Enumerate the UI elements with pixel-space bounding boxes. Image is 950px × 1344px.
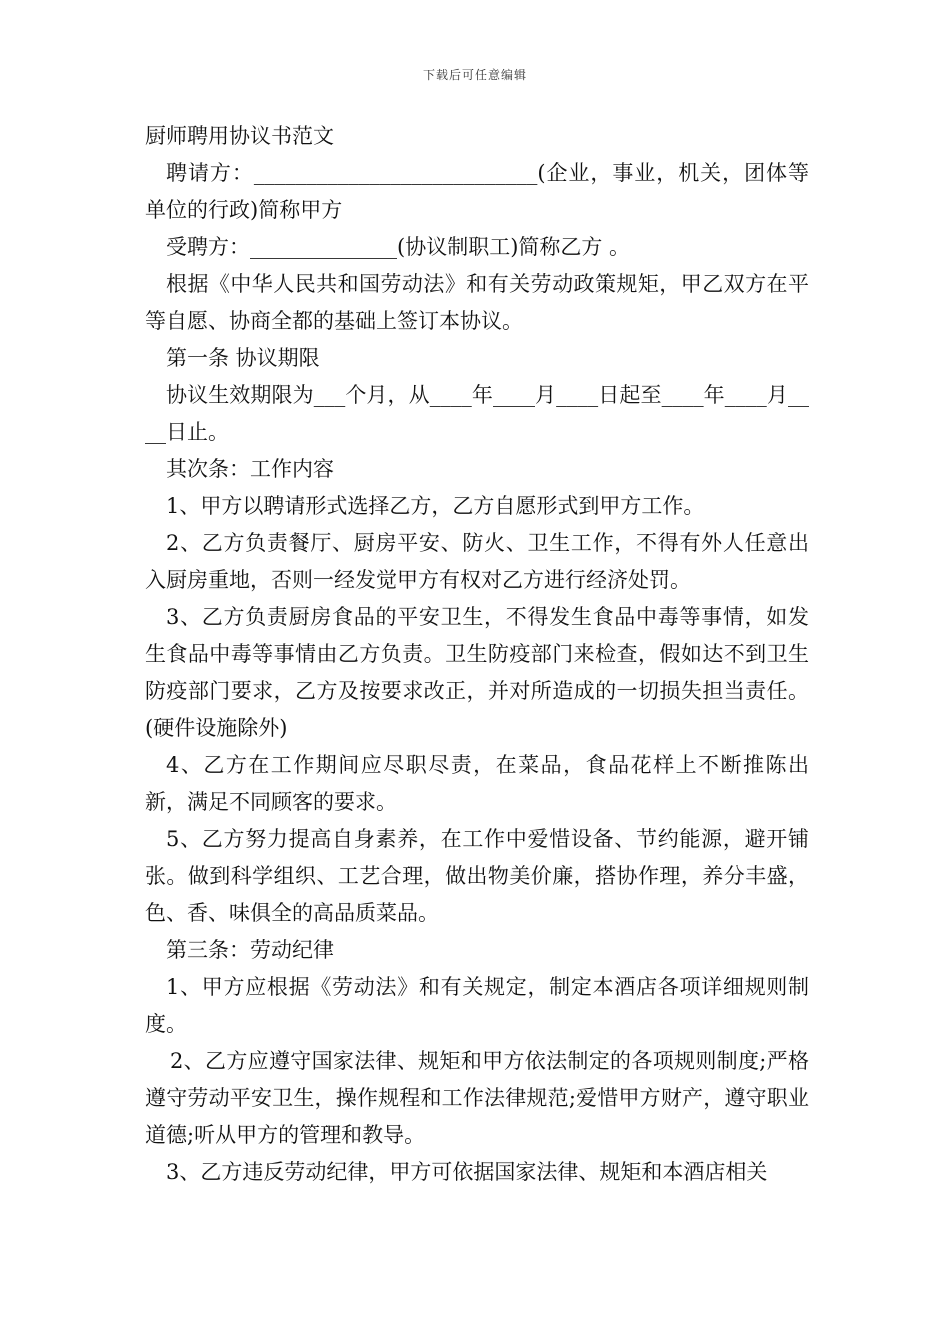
clause-2-2: 2、乙方负责餐厅、厨房平安、防火、卫生工作，不得有外人任意出入厨房重地，否则一经发觉甲方有权对乙方进行经济处罚。 bbox=[145, 531, 809, 592]
clause-2-3: 3、乙方负责厨房食品的平安卫生，不得发生食品中毒等事情，如发生食品中毒等事情由乙方负责。卫生防疫部门来检查，假如达不到卫生防疫部门要求，乙方及按要求改正，并对所造成的一切损失担当责任。(硬件设施除外) bbox=[145, 605, 809, 740]
document-title: 厨师聘用协议书范文 bbox=[145, 124, 334, 148]
clause-2-1: 1、甲方以聘请形式选择乙方，乙方自愿形式到甲方工作。 bbox=[166, 494, 705, 518]
paragraph-term: 协议生效期限为___个月，从____年____月____日起至____年____月____日止。 bbox=[145, 383, 809, 444]
article-2-heading: 其次条：工作内容 bbox=[166, 457, 334, 481]
header-note: 下载后可任意编辑 bbox=[422, 68, 527, 82]
paragraph-employer: 聘请方：___________________________(企业，事业，机关，团体等单位的行政)简称甲方 bbox=[145, 161, 809, 222]
article-3-heading: 第三条：劳动纪律 bbox=[166, 938, 334, 962]
clause-3-3: 3、乙方违反劳动纪律，甲方可依据国家法律、规矩和本酒店相关 bbox=[166, 1160, 768, 1184]
paragraph-employee: 受聘方：______________(协议制职工)简称乙方 。 bbox=[166, 235, 631, 259]
clause-3-1: 1、甲方应根据《劳动法》和有关规定，制定本酒店各项详细规则制度。 bbox=[145, 975, 809, 1036]
document-body bbox=[145, 118, 809, 1191]
clause-2-4: 4、乙方在工作期间应尽职尽责，在菜品，食品花样上不断推陈出新，满足不同顾客的要求。 bbox=[145, 753, 809, 814]
paragraph-preamble: 根据《中华人民共和国劳动法》和有关劳动政策规矩，甲乙双方在平等自愿、协商全都的基础上签订本协议。 bbox=[145, 272, 809, 333]
clause-3-2: 2、乙方应遵守国家法律、规矩和甲方依法制定的各项规则制度;严格遵守劳动平安卫生，操作规程和工作法律规范;爱惜甲方财产，遵守职业道德;听从甲方的管理和教导。 bbox=[145, 1049, 809, 1147]
article-1-heading: 第一条 协议期限 bbox=[166, 346, 320, 370]
clause-2-5: 5、乙方努力提高自身素养，在工作中爱惜设备、节约能源，避开铺张。做到科学组织、工艺合理，做出物美价廉，搭协作理，养分丰盛，色、香、味俱全的高品质菜品。 bbox=[145, 827, 809, 925]
